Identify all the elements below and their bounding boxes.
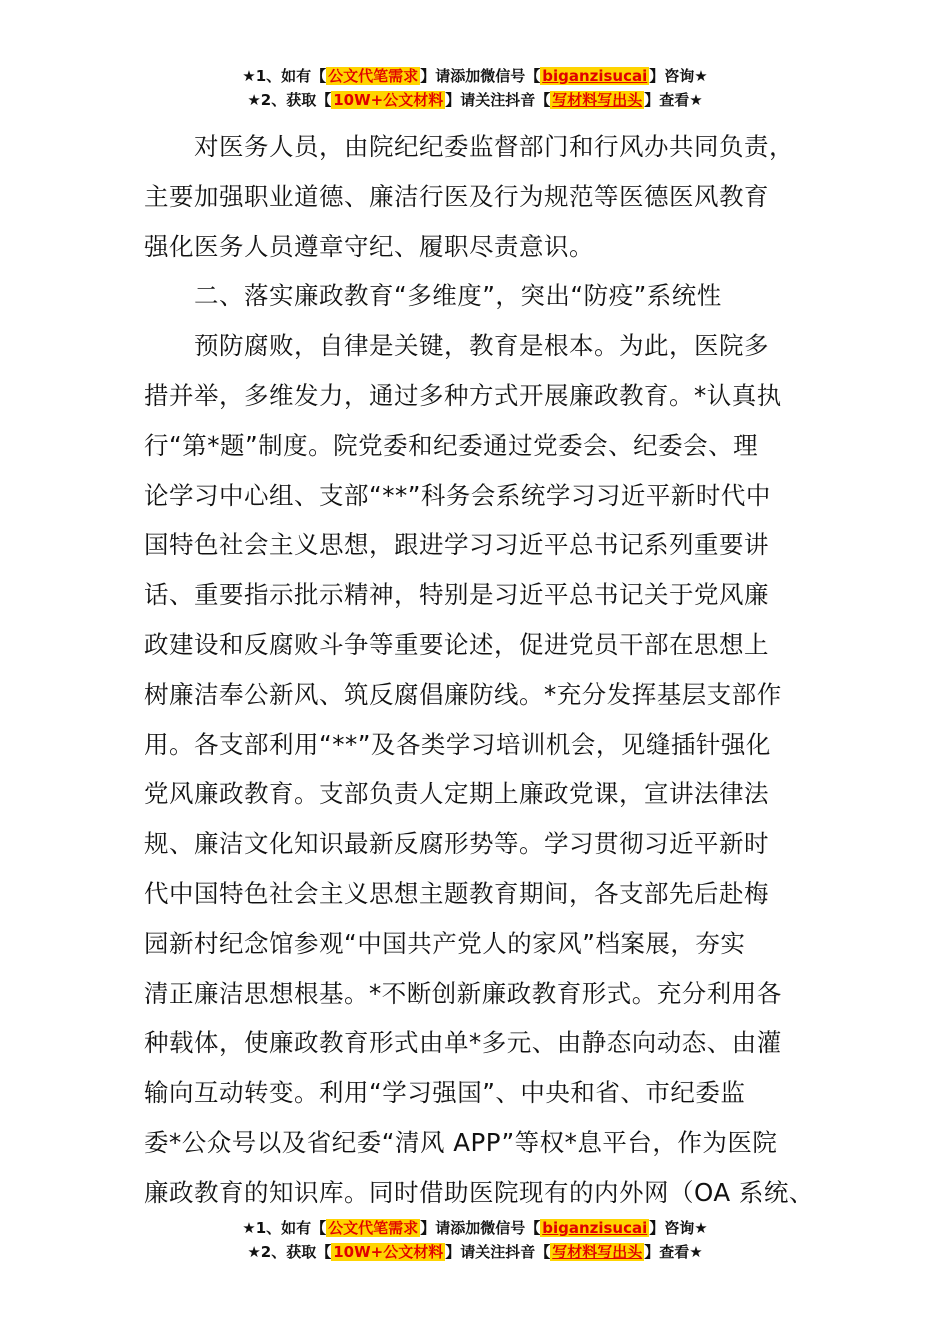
text-line: 话、重要指示批示精神，特别是习近平总书记关于党风廉: [144, 580, 769, 610]
douyin-account[interactable]: 写材料写出头: [552, 91, 643, 109]
text-line: 树廉洁奉公新风、筑反腐倡廉防线。*充分发挥基层支部作: [144, 679, 782, 709]
text-line: 国特色社会主义思想，跟进学习习近平总书记系列重要讲: [144, 530, 769, 560]
promo-banner-bottom: [0, 1216, 950, 1264]
text-line: 种载体，使廉政教育形式由单*多元、由静态向动态、由灌: [144, 1028, 782, 1058]
text-line: 用。各支部利用“**”及各类学习培训机会，见缝插针强化: [144, 729, 771, 759]
text-line: 预防腐败，自律是关键，教育是根本。为此，医院多: [194, 331, 769, 361]
text-line: 规、廉洁文化知识最新反腐形势等。学习贯彻习近平新时: [144, 829, 769, 859]
wechat-id[interactable]: biganzisucai: [542, 67, 648, 85]
text-line: 对医务人员，由院纪纪委监督部门和行风办共同负责，: [194, 132, 794, 161]
text-line: 廉政教育的知识库。同时借助医院现有的内外网（OA 系统、: [144, 1177, 814, 1207]
document-body: [144, 122, 834, 1218]
promo-line-2: ★2、获取【 10W+公文材料 】请关注抖音【 写材料写出头 】查看★: [247, 91, 703, 109]
promo-line-1: ★1、如有【 公文代笔需求 】请添加微信号【 biganzisucai 】咨询★: [242, 67, 708, 85]
heading-text: 二、落实廉政教育“多维度”，突出“防疫”系统性: [194, 281, 722, 311]
section-heading: [144, 271, 834, 321]
text-line: 措并举，多维发力，通过多种方式开展廉政教育。*认真执: [144, 380, 782, 410]
promo-banner-top: [0, 64, 950, 112]
promo-line-1: ★1、如有【 公文代笔需求 】请添加微信号【 biganzisucai 】咨询★: [242, 1219, 708, 1237]
text-line: 行“第*题”制度。院党委和纪委通过党委会、纪委会、理: [144, 430, 759, 460]
highlight-service: 公文代笔需求: [328, 1219, 419, 1237]
text-line: 清正廉洁思想根基。*不断创新廉政教育形式。充分利用各: [144, 978, 782, 1008]
highlight-materials: 10W+公文材料: [333, 91, 444, 109]
text-line: 代中国特色社会主义思想主题教育期间，各支部先后赴梅: [144, 878, 769, 908]
text-line: 政建设和反腐败斗争等重要论述，促进党员干部在思想上: [144, 629, 769, 659]
paragraph-2: [144, 321, 834, 1217]
wechat-id[interactable]: biganzisucai: [542, 1219, 648, 1237]
promo-line-2: ★2、获取【 10W+公文材料 】请关注抖音【 写材料写出头 】查看★: [247, 1243, 703, 1261]
highlight-service: 公文代笔需求: [328, 67, 419, 85]
text-line: 论学习中心组、支部“**”科务会系统学习习近平新时代中: [144, 480, 771, 510]
text-line: 输向互动转变。利用“学习强国”、中央和省、市纪委监: [144, 1078, 746, 1108]
text-line: 强化医务人员遵章守纪、履职尽责意识。: [144, 231, 594, 261]
text-line: 委*公众号以及省纪委“清风 APP”等权*息平台，作为医院: [144, 1127, 778, 1157]
paragraph-1: [144, 122, 834, 271]
text-line: 园新村纪念馆参观“中国共产党人的家风”档案展，夯实: [144, 928, 746, 958]
text-line: 党风廉政教育。支部负责人定期上廉政党课，宣讲法律法: [144, 779, 769, 809]
douyin-account[interactable]: 写材料写出头: [552, 1243, 643, 1261]
text-line: 主要加强职业道德、廉洁行医及行为规范等医德医风教育: [144, 181, 769, 211]
highlight-materials: 10W+公文材料: [333, 1243, 444, 1261]
